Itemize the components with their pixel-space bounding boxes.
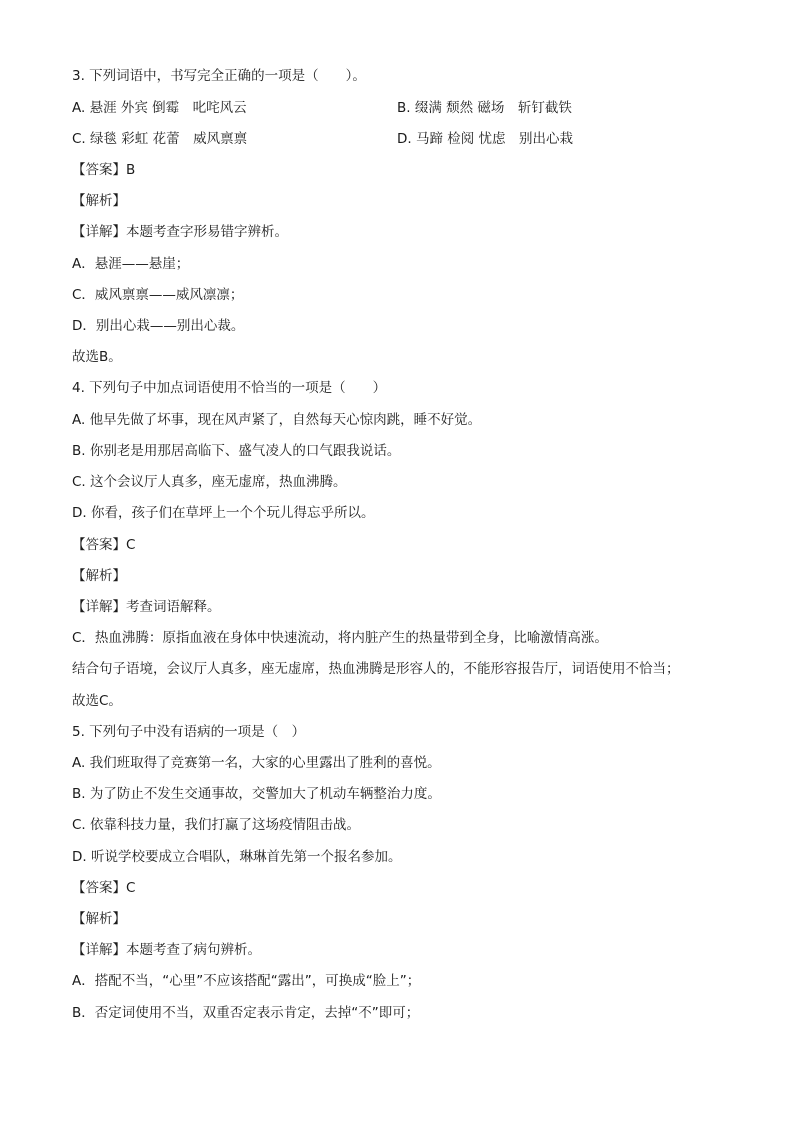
q5-option-b: B. 为了防止不发生交通事故，交警加大了机动车辆整治力度。 [72,786,441,802]
q5-note-a: A．搭配不当，“心里”不应该搭配“露出”，可换成“脸上”； [72,973,421,989]
q5-analysis-label: 【解析】 [72,911,126,927]
q4-option-d: D. 你看，孩子们在草坪上一个个玩儿得忘乎所以。 [72,505,375,521]
q5-option-a: A. 我们班取得了竞赛第一名，大家的心里露出了胜利的喜悦。 [72,755,441,771]
q5-answer: 【答案】C [72,880,136,896]
q5-detail: 【详解】本题考查了病句辨析。 [72,942,261,958]
q5-stem: 5. 下列句子中没有语病的一项是（ ） [72,724,306,740]
q3-note-d: D．别出心栽——别出心裁。 [72,318,245,334]
q3-conclusion: 故选B。 [72,349,122,365]
q4-option-a: A. 他早先做了坏事，现在风声紧了，自然每天心惊肉跳，睡不好觉。 [72,412,482,428]
q3-note-a: A．悬涯——悬崖； [72,256,190,272]
q3-answer: 【答案】B [72,162,136,178]
q4-option-c: C. 这个会议厅人真多，座无虚席，热血沸腾。 [72,474,347,490]
q3-option-b: B. 缀满 颓然 磁场 斩钉截铁 [397,100,572,116]
q4-note-c: C．热血沸腾：原指血液在身体中快速流动，将内脏产生的热量带到全身，比喻激情高涨。 [72,630,608,646]
q4-answer: 【答案】C [72,537,136,553]
q4-option-b: B. 你别老是用那居高临下、盛气凌人的口气跟我说话。 [72,443,401,459]
q3-detail: 【详解】本题考查字形易错字辨析。 [72,224,288,240]
q3-note-c: C．威风禀禀——威风凛凛； [72,287,244,303]
q3-option-c: C. 绿毯 彩虹 花蕾 威风禀禀 [72,131,248,147]
q5-option-c: C. 依靠科技力量，我们打赢了这场疫情阻击战。 [72,817,361,833]
q4-detail: 【详解】考查词语解释。 [72,599,221,615]
q4-stem: 4. 下列句子中加点词语使用不恰当的一项是（ ） [72,380,387,396]
q4-analysis-label: 【解析】 [72,568,126,584]
q5-option-d: D. 听说学校要成立合唱队，琳琳首先第一个报名参加。 [72,849,402,865]
q3-analysis-label: 【解析】 [72,193,126,209]
q3-option-d: D. 马蹄 检阅 忧虑 别出心栽 [397,131,574,147]
q4-note-context: 结合句子语境，会议厅人真多，座无虚席，热血沸腾是形容人的，不能形容报告厅，词语使用不恰当； [72,661,680,677]
q4-conclusion: 故选C。 [72,693,122,709]
q5-note-b: B．否定词使用不当，双重否定表示肯定，去掉“不”即可； [72,1005,420,1021]
q3-stem: 3. 下列词语中，书写完全正确的一项是（ ）。 [72,68,366,84]
q3-option-a: A. 悬涯 外宾 倒霉 叱咤风云 [72,100,247,116]
